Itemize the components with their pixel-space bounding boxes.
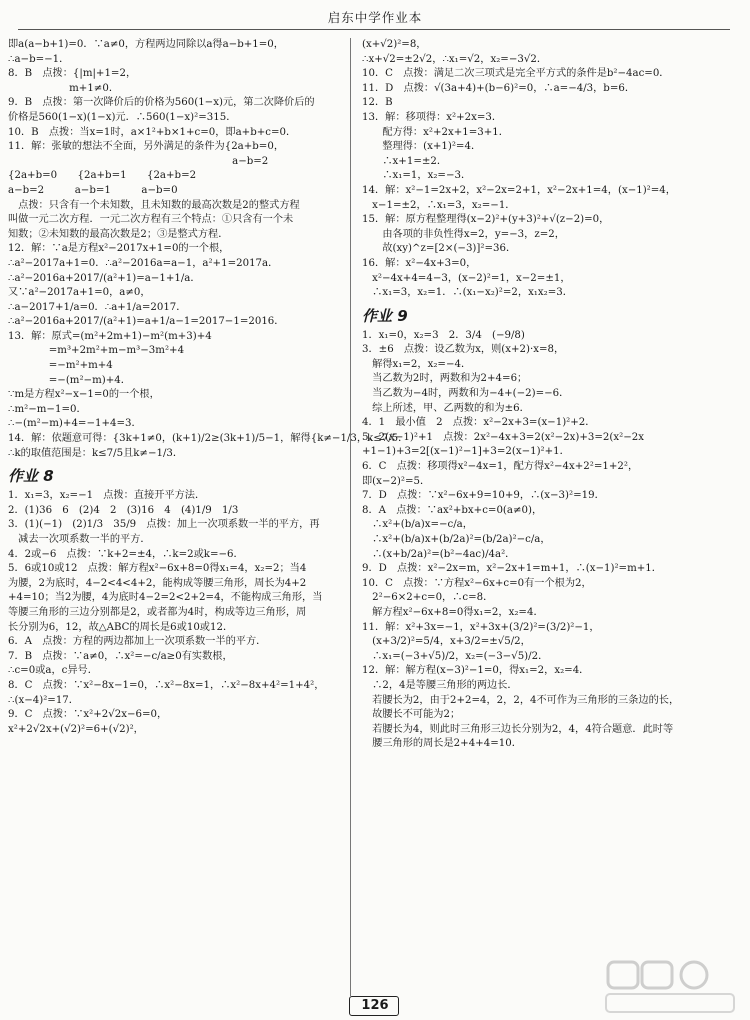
section-9-line: 7．D 点拨：∵x²−6x+9=10+9，∴(x−3)²=19．	[362, 490, 605, 502]
section-8-line: 4．2或−6 点拨：∵k+2=±4，∴k=2或k=−6．	[8, 548, 244, 560]
left-column-line: 知数；②未知数的最高次数是2；③是整式方程．	[8, 228, 229, 240]
section-9-line: 1．x₁=0，x₂=3 2．3/4 (−9/8)	[362, 329, 525, 341]
section-9-line: 2²−6×2+c=0，∴c=8．	[362, 592, 494, 604]
left-column-line: 11．解：张敏的想法不全面，另外满足的条件为{2a+b=0，	[8, 141, 285, 153]
section-8-line: 为腰，2为底时，4−2<4<4+2，能构成等腰三角形，周长为4+2	[8, 577, 307, 589]
right-column-line: ∴x₁=3，x₂=1．∴(x₁−x₂)²=2，x₁x₂=3．	[362, 287, 573, 299]
right-column-line: x²−4x+4=4−3，(x−2)²=1，x−2=±1，	[362, 272, 571, 284]
right-column-line: 13．解：移项得：x²+2x=3．	[362, 111, 503, 123]
page-number: 126	[361, 998, 389, 1013]
right-column-line: 10．C 点拨：满足二次三项式是完全平方式的条件是b²−4ac=0．	[362, 68, 670, 80]
left-column-line: {2a+b=0 {2a+b=1 {2a+b=2	[8, 170, 197, 182]
right-column-line: 12．B	[362, 97, 393, 109]
section-9-line: 故腰长不可能为2；	[362, 709, 461, 721]
left-column-line: 叫做一元二次方程．一元二次方程有三个特点：①只含有一个未	[8, 214, 294, 226]
left-column-line: ∴k的取值范围是：k≤7/5且k≠−1/3．	[8, 447, 184, 459]
section-8-line: 7．B 点拨：∵a≠0，∴x²=−c/a≥0有实数根，	[8, 650, 233, 662]
section-9-line: ∴2，4是等腰三角形的两边长．	[362, 679, 518, 691]
left-column-line: ∴a²−2016a+2017/(a²+1)=a+1/a−1=2017−1=2016．	[8, 316, 285, 328]
column-divider	[350, 38, 351, 996]
section-9-line: 9．D 点拨：x²−2x=m，x²−2x+1=m+1，∴(x−1)²=m+1．	[362, 563, 662, 575]
left-column-line: 价格是560(1−x)(1−x)元．∴560(1−x)²=315．	[8, 111, 237, 123]
section-9-line: ∴x²+(b/a)x=−c/a，	[362, 519, 473, 531]
section-9-lines	[358, 329, 703, 752]
right-column-line: 配方得：x²+2x+1=3+1．	[362, 126, 509, 138]
right-column-line: (x+√2)²=8，	[362, 39, 427, 50]
left-column-line: 又∵a²−2017a+1=0，a≠0，	[8, 287, 151, 299]
left-column-line: 9．B 点拨：第一次降价后的价格为560(1−x)元，第二次降价后的	[8, 97, 315, 109]
right-column-line: 15．解：原方程整理得(x−2)²+(y+3)²+√(z−2)=0，	[362, 214, 610, 226]
section-9-line: +1−1)+3=2[(x−1)²−1]+3=2(x−1)²+1．	[362, 446, 570, 458]
right-column	[358, 38, 703, 998]
section-9-line: 4．1 最小值 2 点拨：x²−2x+3=(x−1)²+2．	[362, 417, 596, 429]
left-column-line: ∴a²−2017a+1=0．∴a²−2016a=a−1，a²+1=2017a．	[8, 257, 279, 269]
section-9-line: 腰三角形的周长是2+4+4=10．	[362, 738, 522, 750]
section-8-line: 3．(1)(−1) (2)1/3 35/9 点拨：加上一次项系数一半的平方，再	[8, 519, 320, 531]
section-title-8: 作业 8	[8, 467, 54, 486]
section-9-line: 12．解：解方程(x−3)²−1=0，得x₁=2，x₂=4．	[362, 665, 590, 677]
section-9-line: 即(x−2)²=5．	[362, 475, 431, 487]
right-column-line: ∴x+√2=±2√2，∴x₁=√2，x₂=−3√2．	[362, 53, 548, 65]
section-9-line: 10．C 点拨：∵方程x²−6x+c=0有一个根为2，	[362, 577, 592, 589]
section-8-line: ∴c=0或a，c异号．	[8, 665, 98, 677]
section-9-line: 综上所述，甲、乙两数的和为±6．	[362, 402, 530, 414]
section-9-line: 当乙数为2时，两数和为2+4=6；	[362, 373, 528, 385]
section-8-line: 2．(1)36 6 (2)4 2 (3)16 4 (4)1/9 1/3	[8, 504, 239, 516]
left-column-line: =−(m²−m)+4．	[8, 374, 131, 386]
section-8-line: 8．C 点拨：∵x²−8x−1=0，∴x²−8x=1，∴x²−8x+4²=1+4²，	[8, 679, 325, 691]
section-9-line: 若腰长为2，由于2+2=4，2，2，4不可作为三角形的三条边的长，	[362, 694, 680, 706]
section-title-9: 作业 9	[362, 306, 408, 325]
right-column-line: x−1=±2，∴x₁=3，x₂=−1．	[362, 199, 516, 211]
section-9-line: 5．2(x−1)²+1 点拨：2x²−4x+3=2(x²−2x)+3=2(x²−2x	[362, 431, 644, 443]
left-column-line: 10．B 点拨：当x=1时，a×1²+b×1+c=0，即a+b+c=0．	[8, 126, 297, 138]
right-column-line: ∴x+1=±2．	[362, 155, 448, 167]
section-8-line: 等腰三角形的三边分别都是2，或者都为4时，构成等边三角形，周	[8, 606, 307, 618]
left-column-line: m+1≠0．	[8, 82, 120, 94]
left-column-line: 12．解：∵a是方程x²−2017x+1=0的一个根，	[8, 243, 230, 255]
right-column-lines	[358, 38, 703, 301]
left-column-line: =−m²+m+4	[8, 360, 113, 372]
section-8-line: 6．A 点拨：方程的两边都加上一次项系数一半的平方．	[8, 636, 267, 648]
section-9-line: ∴(x+b/2a)²=(b²−4ac)/4a²．	[362, 548, 516, 560]
right-column-line: 16．解：x²−4x+3=0，	[362, 257, 477, 269]
left-column-line: ∴−(m²−m)+4=−1+4=3．	[8, 418, 142, 430]
header-rule	[18, 29, 730, 30]
section-9-line: (x+3/2)²=5/4，x+3/2=±√5/2，	[362, 636, 531, 648]
section-9-line: 3．±6 点拨：设乙数为x，则(x+2)·x=8，	[362, 344, 565, 356]
section-9-line: 8．A 点拨：∵ax²+bx+c=0(a≠0)，	[362, 504, 543, 516]
section-8-line: +4=10；当2为腰，4为底时4−2=2<2+2=4，不能构成三角形，当	[8, 592, 323, 604]
left-column-line: =m³+2m²+m−m³−3m²+4	[8, 345, 185, 357]
section-8-line: 9．C 点拨：∵x²+2√2x−6=0，	[8, 709, 168, 721]
header-title: 启东中学作业本	[327, 10, 423, 25]
section-9-line: ∴x²+(b/a)x+(b/2a)²=(b/2a)²−c/a，	[362, 534, 551, 545]
left-column-line: ∴a−2017+1/a=0．∴a+1/a=2017．	[8, 301, 187, 313]
section-8-line: 长分别为6，12，故△ABC的周长是6或10或12．	[8, 621, 234, 633]
left-column-line: 即a(a−b+1)=0．∵a≠0，方程两边同除以a得a−b+1=0，	[8, 39, 284, 50]
right-column-line: ∴x₁=1，x₂=−3．	[362, 170, 472, 182]
left-column-line: ∴a−b=−1．	[8, 53, 70, 65]
left-column-line: a−b=2	[8, 155, 269, 167]
left-column-line: ∴m²−m−1=0．	[8, 403, 87, 415]
section-9-line: 解方程x²−6x+8=0得x₁=2，x₂=4．	[362, 606, 544, 618]
page-header	[0, 0, 750, 30]
left-column-line: 点拨：只含有一个未知数，且未知数的最高次数是2的整式方程	[8, 199, 300, 211]
right-column-line: 整理得：(x+1)²=4．	[362, 141, 482, 153]
section-8-line: 5．6或10或12 点拨：解方程x²−6x+8=0得x₁=4，x₂=2；当4	[8, 563, 307, 575]
section-8-line: 1．x₁=3，x₂=−1 点拨：直接开平方法．	[8, 490, 206, 502]
right-column-line: 由各项的非负性得x=2，y=−3，z=2，	[362, 228, 565, 240]
watermark-logo-icon	[602, 956, 742, 1016]
section-9-line: 当乙数为−4时，两数和为−4+(−2)=−6．	[362, 388, 570, 400]
left-column-line: 13．解：原式=(m²+2m+1)−m²(m+3)+4	[8, 330, 212, 342]
section-8-line: 减去一次项系数一半的平方．	[8, 534, 151, 545]
page-number-badge	[349, 996, 401, 1016]
section-9-line: 6．C 点拨：移项得x²−4x=1，配方得x²−4x+2²=1+2²，	[362, 461, 639, 473]
left-column-line: 8．B 点拨：{|m|+1=2，	[8, 68, 137, 80]
right-column-line: 14．解：x²−1=2x+2，x²−2x=2+1，x²−2x+1=4，(x−1)²=4，	[362, 184, 676, 196]
section-9-line: 若腰长为4，则此时三角形三边长分别为2，4，4符合题意．此时等	[362, 723, 674, 735]
right-column-line: 故(xy)^z=[2×(−3)]²=36．	[362, 243, 517, 255]
left-column-line: ∵m是方程x²−x−1=0的一个根，	[8, 389, 160, 401]
left-column-line: a−b=2 a−b=1 a−b=0	[8, 184, 178, 196]
section-8-line: x²+2√2x+(√2)²=6+(√2)²，	[8, 723, 144, 735]
section-8-lines	[4, 489, 349, 737]
right-column-line: 11．D 点拨：√(3a+4)+(b−6)²=0，∴a=−4/3，b=6．	[362, 82, 636, 94]
section-9-line: ∴x₁=(−3+√5)/2，x₂=(−3−√5)/2．	[362, 650, 549, 662]
section-9-line: 解得x₁=2，x₂=−4．	[362, 358, 472, 370]
section-9-line: 11．解：x²+3x=−1，x²+3x+(3/2)²=(3/2)²−1，	[362, 621, 600, 633]
left-column-line: 14．解：依题意可得：{3k+1≠0，(k+1)/2≥(3k+1)/5−1，解得{k≠−1/3，k≤7/5．	[8, 433, 409, 445]
left-column-line: ∴a²−2016a+2017/(a²+1)=a−1+1/a．	[8, 272, 201, 284]
section-8-line: ∴(x−4)²=17．	[8, 694, 79, 706]
